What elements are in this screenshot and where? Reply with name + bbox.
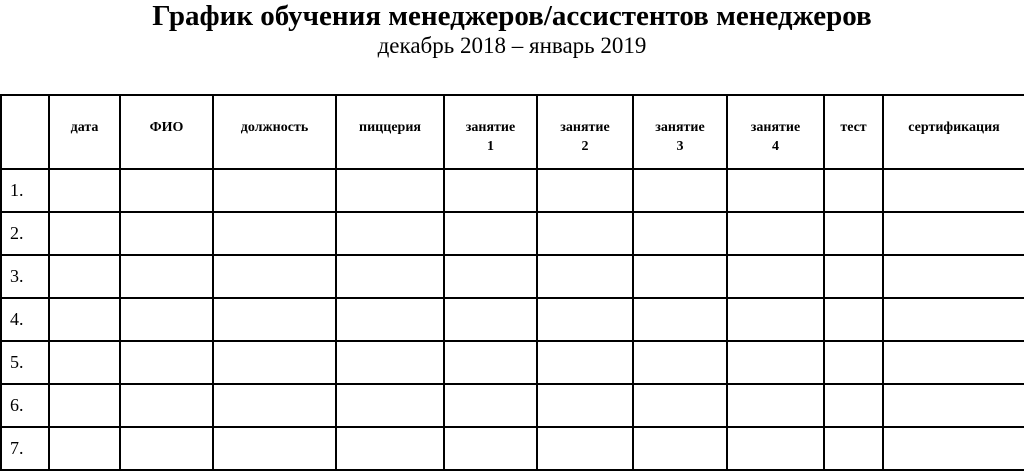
header-position: должность bbox=[213, 95, 336, 169]
cell-test bbox=[824, 341, 883, 384]
cell-lesson-1 bbox=[444, 298, 537, 341]
cell-lesson-3 bbox=[633, 212, 727, 255]
table-row bbox=[1, 169, 1024, 212]
cell-certification bbox=[883, 384, 1024, 427]
cell-test bbox=[824, 298, 883, 341]
cell-position bbox=[213, 169, 336, 212]
cell-position bbox=[213, 298, 336, 341]
header-lesson-2-number: 2 bbox=[581, 139, 589, 154]
cell-pizzeria bbox=[336, 384, 444, 427]
header-number bbox=[1, 95, 49, 169]
cell-certification bbox=[883, 212, 1024, 255]
header-lesson-4-number: 4 bbox=[772, 139, 779, 154]
cell-lesson-3 bbox=[633, 341, 727, 384]
cell-date bbox=[49, 384, 120, 427]
cell-name bbox=[120, 384, 213, 427]
cell-test bbox=[824, 384, 883, 427]
cell-lesson-4 bbox=[727, 384, 824, 427]
header-lesson-3-label: занятие bbox=[655, 120, 705, 135]
cell-test bbox=[824, 427, 883, 470]
cell-lesson-1 bbox=[444, 212, 537, 255]
cell-lesson-1 bbox=[444, 341, 537, 384]
page-subtitle: декабрь 2018 – январь 2019 bbox=[377, 33, 647, 58]
header-lesson-3-number: 3 bbox=[676, 139, 684, 154]
header-pizzeria: пиццерия bbox=[336, 95, 444, 169]
cell-pizzeria bbox=[336, 298, 444, 341]
row-number: 2. bbox=[1, 212, 49, 255]
cell-certification bbox=[883, 255, 1024, 298]
header-lesson-1-number: 1 bbox=[487, 139, 494, 154]
header-lesson-4-label: занятие bbox=[750, 120, 801, 135]
cell-lesson-2 bbox=[537, 255, 633, 298]
cell-lesson-3 bbox=[633, 255, 727, 298]
cell-date bbox=[49, 298, 120, 341]
cell-lesson-2 bbox=[537, 212, 633, 255]
cell-name bbox=[120, 341, 213, 384]
cell-lesson-2 bbox=[537, 298, 633, 341]
row-number: 1. bbox=[1, 169, 49, 212]
cell-date bbox=[49, 212, 120, 255]
table-row bbox=[1, 212, 1024, 255]
table-row bbox=[1, 427, 1024, 470]
header-lesson-2 bbox=[537, 95, 633, 169]
cell-lesson-2 bbox=[537, 427, 633, 470]
row-number: 5. bbox=[1, 341, 49, 384]
cell-lesson-2 bbox=[537, 169, 633, 212]
header-name: ФИО bbox=[120, 95, 213, 169]
cell-test bbox=[824, 212, 883, 255]
row-number: 3. bbox=[1, 255, 49, 298]
header-lesson-1-label: занятие bbox=[465, 120, 516, 135]
cell-name bbox=[120, 255, 213, 298]
cell-lesson-1 bbox=[444, 255, 537, 298]
cell-pizzeria bbox=[336, 427, 444, 470]
header-lesson-3 bbox=[633, 95, 727, 169]
training-schedule-table bbox=[0, 94, 1024, 471]
cell-lesson-4 bbox=[727, 427, 824, 470]
cell-certification bbox=[883, 341, 1024, 384]
header-certification: сертификация bbox=[883, 95, 1024, 169]
cell-test bbox=[824, 169, 883, 212]
cell-name bbox=[120, 298, 213, 341]
cell-lesson-2 bbox=[537, 341, 633, 384]
table-header-row bbox=[1, 95, 1024, 169]
header-date: дата bbox=[49, 95, 120, 169]
row-number: 7. bbox=[1, 427, 49, 470]
cell-name bbox=[120, 169, 213, 212]
cell-lesson-4 bbox=[727, 341, 824, 384]
cell-lesson-4 bbox=[727, 169, 824, 212]
cell-test bbox=[824, 255, 883, 298]
cell-lesson-4 bbox=[727, 212, 824, 255]
page-title: График обучения менеджеров/ассистентов менеджеров bbox=[152, 0, 872, 32]
cell-position bbox=[213, 212, 336, 255]
table-row bbox=[1, 341, 1024, 384]
cell-position bbox=[213, 384, 336, 427]
cell-position bbox=[213, 255, 336, 298]
header-test: тест bbox=[824, 95, 883, 169]
table-row bbox=[1, 255, 1024, 298]
cell-lesson-1 bbox=[444, 384, 537, 427]
cell-pizzeria bbox=[336, 255, 444, 298]
header-lesson-2-label: занятие bbox=[560, 120, 610, 135]
cell-lesson-1 bbox=[444, 169, 537, 212]
cell-lesson-4 bbox=[727, 255, 824, 298]
cell-certification bbox=[883, 169, 1024, 212]
cell-lesson-2 bbox=[537, 384, 633, 427]
cell-lesson-3 bbox=[633, 298, 727, 341]
cell-pizzeria bbox=[336, 169, 444, 212]
cell-pizzeria bbox=[336, 341, 444, 384]
cell-name bbox=[120, 427, 213, 470]
cell-lesson-3 bbox=[633, 169, 727, 212]
cell-date bbox=[49, 255, 120, 298]
cell-date bbox=[49, 427, 120, 470]
row-number: 4. bbox=[1, 298, 49, 341]
header-lesson-4 bbox=[727, 95, 824, 169]
cell-position bbox=[213, 341, 336, 384]
cell-certification bbox=[883, 298, 1024, 341]
header-lesson-1 bbox=[444, 95, 537, 169]
cell-certification bbox=[883, 427, 1024, 470]
cell-name bbox=[120, 212, 213, 255]
cell-lesson-1 bbox=[444, 427, 537, 470]
cell-lesson-3 bbox=[633, 384, 727, 427]
cell-pizzeria bbox=[336, 212, 444, 255]
cell-date bbox=[49, 169, 120, 212]
cell-position bbox=[213, 427, 336, 470]
row-number: 6. bbox=[1, 384, 49, 427]
table-row bbox=[1, 384, 1024, 427]
cell-date bbox=[49, 341, 120, 384]
cell-lesson-4 bbox=[727, 298, 824, 341]
table-row bbox=[1, 298, 1024, 341]
cell-lesson-3 bbox=[633, 427, 727, 470]
